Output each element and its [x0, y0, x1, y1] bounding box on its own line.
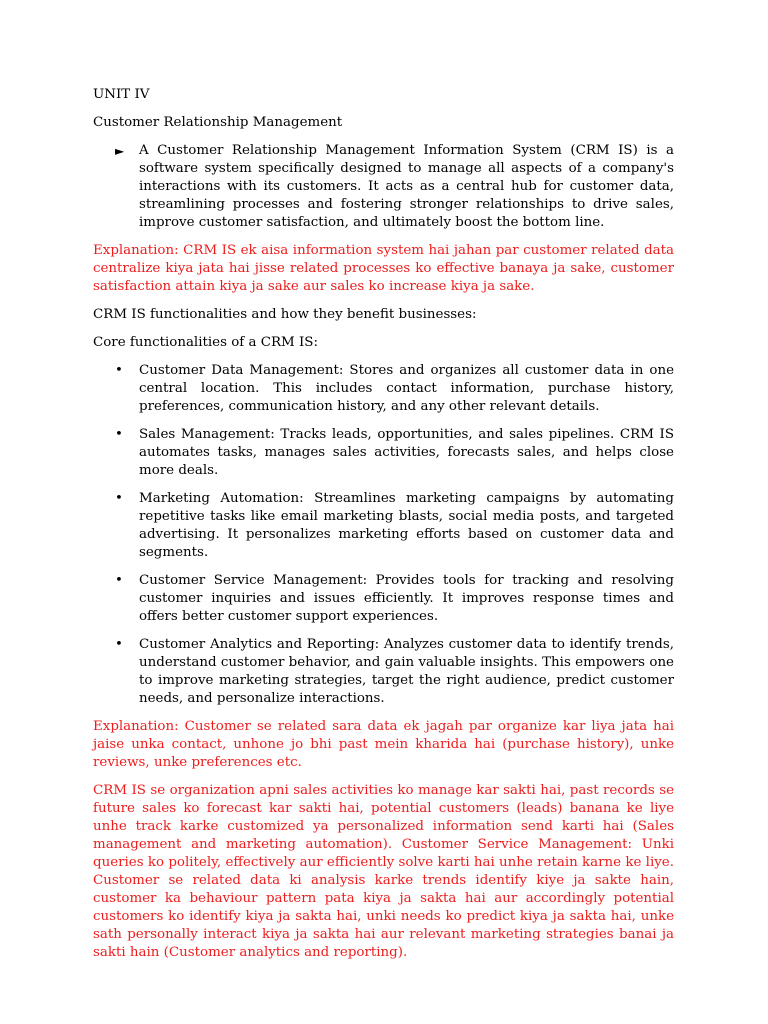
list-item	[93, 426, 674, 480]
explanation-2: Explanation: Customer se related sara data ek jagah par organize kar liya jata hai jaise unka contact, unhone jo bhi past mein kharida hai (purchase history), unke reviews, unke preferences etc.	[93, 719, 674, 770]
list-item-text: Marketing Automation: Streamlines marketing campaigns by automating repetitive tasks like email marketing blasts, social media posts, and targeted advertising. It personalizes marketing efforts based on customer data and segments.	[139, 491, 674, 560]
bullet-icon: •	[115, 427, 123, 442]
document-page	[93, 86, 674, 972]
bullet-icon: •	[115, 637, 123, 652]
arrow-bullet-icon: ►	[115, 144, 125, 158]
list-item	[93, 490, 674, 562]
explanation-1: Explanation: CRM IS ek aisa information system hai jahan par customer related data centralize kiya jata hai jisse related processes ko effective banaya ja sake, customer satisfaction attain kiya ja sake aur sales ko increase kiya ja sake.	[93, 243, 674, 294]
bullet-icon: •	[115, 491, 123, 506]
bullet-icon: •	[115, 363, 123, 378]
list-item-text: Customer Service Management: Provides tools for tracking and resolving customer inquiries and issues efficiently. It improves response times and offers better customer support experiences.	[139, 573, 674, 624]
list-item-text: Sales Management: Tracks leads, opportunities, and sales pipelines. CRM IS automates tasks, manages sales activities, forecasts sales, and helps close more deals.	[139, 427, 674, 478]
unit-title: UNIT IV	[93, 87, 150, 102]
core-functionalities-heading: Core functionalities of a CRM IS:	[93, 335, 318, 350]
section-title: Customer Relationship Management	[93, 115, 343, 130]
list-item-text: Customer Analytics and Reporting: Analyzes customer data to identify trends, understand customer behavior, and gain valuable insights. This empowers one to improve marketing strategies, target the right audience, predict customer needs, and personalize interactions.	[139, 637, 674, 706]
explanation-3: CRM IS se organization apni sales activities ko manage kar sakti hai, past records se future sales ko forecast kar sakti hai, potential customers (leads) banana ke liye unhe track karke customized ya personalized information send karti hai (Sales management and marketing automation). Customer Service Management: Unki queries ko politely, effectively aur efficiently solve karti hai unhe retain karne ke liye. Customer se related data ki analysis karke trends identify kiye ja sakte hain, customer ka behaviour pattern pata kiya ja sakta hai aur accordingly potential customers ko identify kiya ja sakta hai, unki needs ko predict kiya ja sakta hai, unke sath personally interact kiya ja sakta hai aur relevant marketing strategies banai ja sakti hain (Customer analytics and reporting).	[93, 783, 674, 960]
bullet-icon: •	[115, 573, 123, 588]
list-item-text: Customer Data Management: Stores and organizes all customer data in one central location. This includes contact information, purchase history, preferences, communication history, and any other relevant details.	[139, 363, 674, 414]
intro-text: A Customer Relationship Management Information System (CRM IS) is a software system specifically designed to manage all aspects of a company's interactions with its customers. It acts as a central hub for customer data, streamlining processes and fostering stronger relationships to drive sales, improve customer satisfaction, and ultimately boost the bottom line.	[139, 143, 674, 230]
list-item	[93, 572, 674, 626]
list-item	[93, 362, 674, 416]
list-item	[93, 636, 674, 708]
intro-item	[93, 142, 674, 232]
functionalities-heading: CRM IS functionalities and how they benefit businesses:	[93, 307, 477, 322]
